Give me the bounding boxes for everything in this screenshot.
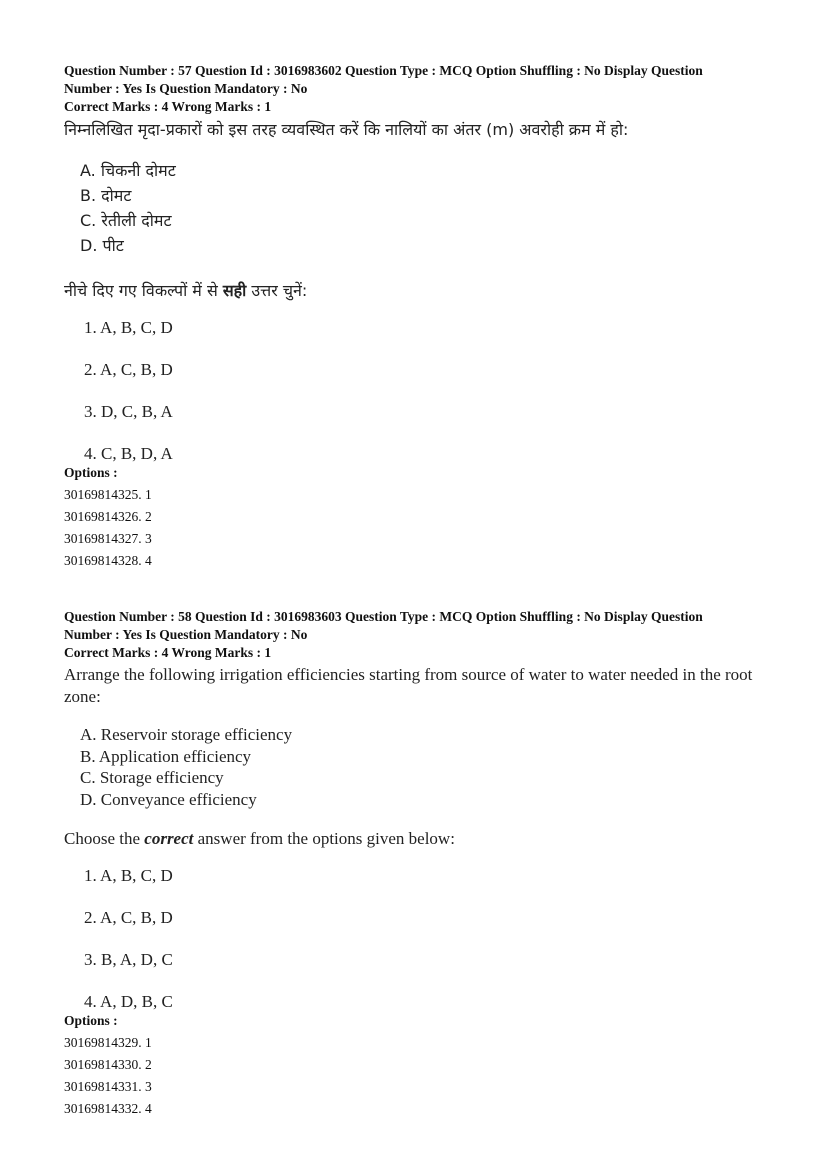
answer-choice: 4. C, B, D, A (84, 444, 173, 463)
question-item: C. Storage efficiency (80, 768, 224, 787)
question-items (80, 724, 784, 810)
answer-choices (84, 866, 784, 1012)
choose-prefix: Choose the (64, 829, 145, 848)
choose-suffix: उत्तर चुनें: (246, 281, 308, 300)
choose-suffix: answer from the options given below: (193, 829, 455, 848)
question-marks: Correct Marks : 4 Wrong Marks : 1 (64, 645, 272, 660)
answer-choice: 2. A, C, B, D (84, 908, 173, 927)
answer-choice: 4. A, D, B, C (84, 992, 173, 1011)
option-id: 30169814331. 3 (64, 1079, 152, 1094)
option-id: 30169814328. 4 (64, 553, 152, 568)
option-ids (64, 1032, 784, 1120)
question-item: D. पीट (80, 236, 124, 255)
choose-prefix: नीचे दिए गए विकल्पों में से (64, 281, 223, 300)
question-items (80, 158, 784, 258)
question-item: D. Conveyance efficiency (80, 789, 257, 809)
answer-choice: 3. B, A, D, C (84, 950, 173, 969)
option-id: 30169814327. 3 (64, 531, 152, 546)
answer-choice: 1. A, B, C, D (84, 318, 173, 337)
choose-emphasis: सही (222, 281, 247, 300)
option-id: 30169814325. 1 (64, 487, 152, 502)
question-item: A. चिकनी दोमट (80, 161, 176, 180)
question-stem: Arrange the following irrigation efficiencies starting from source of water to water needed in the root zone: (64, 665, 753, 706)
question-meta-line1: Question Number : 58 Question Id : 3016983603 Question Type : MCQ Option Shuffling : No Display Question (64, 609, 703, 624)
answer-choices (84, 318, 784, 464)
answer-choice: 3. D, C, B, A (84, 402, 173, 421)
choose-instruction (64, 280, 784, 302)
question-58 (64, 608, 784, 1120)
question-stem: निम्नलिखित मृदा-प्रकारों को इस तरह व्यवस्थित करें कि नालियों का अंतर (m) अवरोही क्रम में हो: (64, 120, 629, 139)
question-item: B. दोमट (80, 186, 132, 205)
question-meta-line2: Number : Yes Is Question Mandatory : No (64, 627, 308, 642)
question-item: B. Application efficiency (80, 746, 252, 766)
options-label: Options : (64, 1013, 118, 1028)
option-id: 30169814332. 4 (64, 1101, 152, 1116)
option-ids (64, 484, 784, 572)
question-meta-line2: Number : Yes Is Question Mandatory : No (64, 81, 308, 96)
question-meta-line1: Question Number : 57 Question Id : 3016983602 Question Type : MCQ Option Shuffling : No Display Question (64, 63, 703, 78)
question-item: C. रेतीली दोमट (80, 211, 172, 230)
choose-emphasis: correct (144, 829, 194, 848)
question-item: A. Reservoir storage efficiency (80, 725, 293, 744)
answer-choice: 2. A, C, B, D (84, 360, 173, 379)
option-id: 30169814326. 2 (64, 509, 152, 524)
answer-choice: 1. A, B, C, D (84, 866, 173, 885)
options-label: Options : (64, 465, 118, 480)
option-id: 30169814330. 2 (64, 1057, 152, 1072)
question-57 (64, 62, 784, 572)
option-id: 30169814329. 1 (64, 1035, 152, 1050)
choose-instruction (64, 828, 784, 850)
question-marks: Correct Marks : 4 Wrong Marks : 1 (64, 99, 272, 114)
